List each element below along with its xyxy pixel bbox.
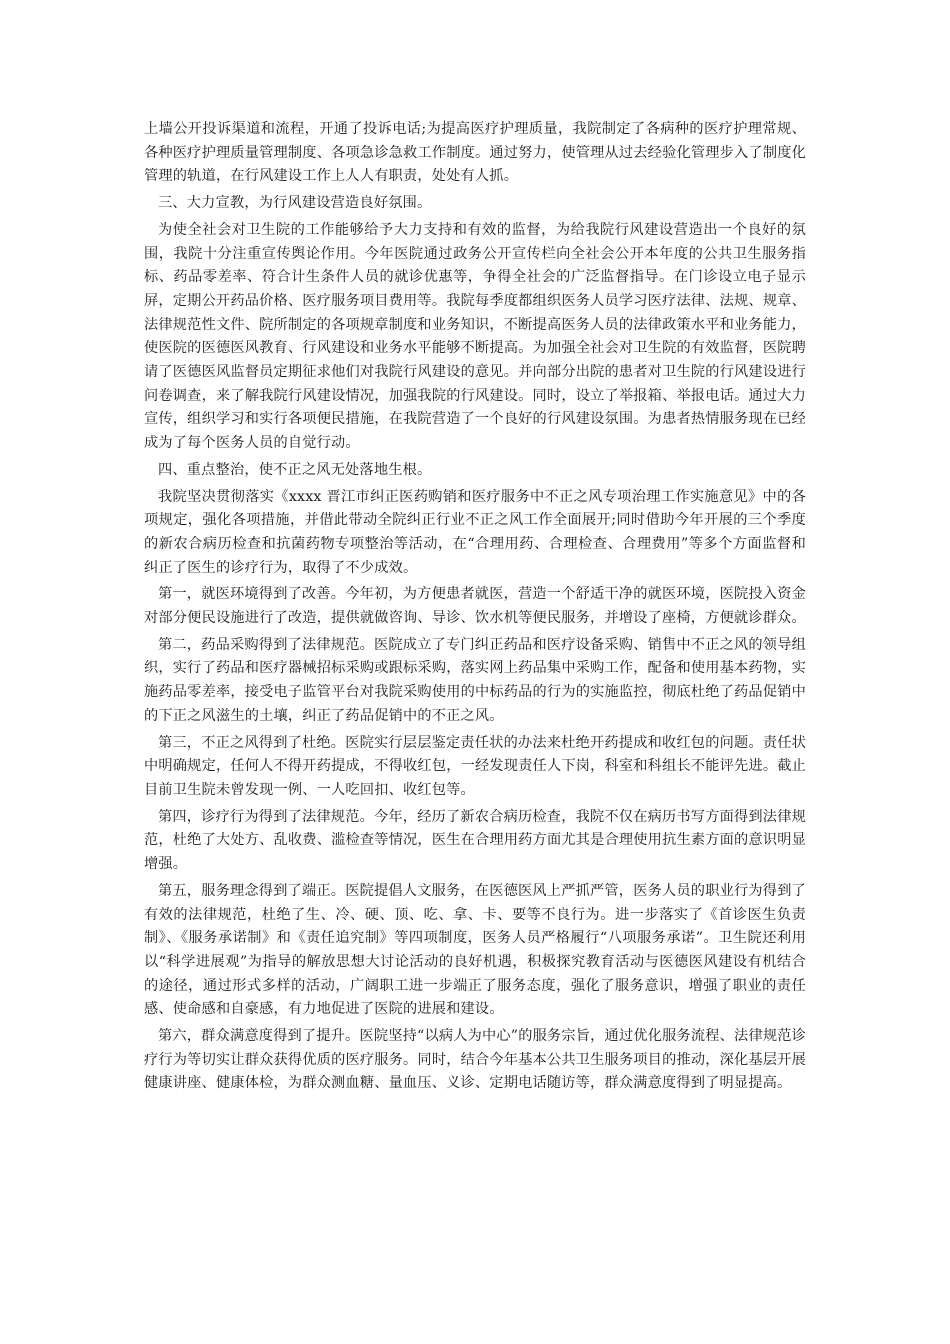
document-body (144, 118, 806, 1096)
section-heading-3: 三、大力宣教，为行风建设营造良好氛围。 (158, 195, 432, 212)
section-heading-4: 四、重点整治，使不正之风无处落地生根。 (158, 461, 432, 478)
paragraph-continuation: 上墙公开投诉渠道和流程，开通了投诉电话;为提高医疗护理质量，我院制定了各病种的医疗护理常规、各种医疗护理质量管理制度、各项急诊急救工作制度。通过努力，使管理从过去经验化管理步入了制度化管理的轨道，在行风建设工作上人人有职责，处处有人抓。 (144, 121, 806, 185)
paragraph-rectification: 我院坚决贯彻落实《xxxx 晋江市纠正医药购销和医疗服务中不正之风专项治理工作实施意见》中的各项规定，强化各项措施，并借此带动全院纠正行业不正之风工作全面展开;同时借助今年开展的三个季度的新农合病历检查和抗菌药物专项整治等活动，在“合理用药、合理检查、合理费用”等多个方面监督和纠正了医生的诊疗行为，取得了不少成效。 (144, 488, 806, 576)
paragraph-point-5: 第五，服务理念得到了端正。医院提倡人文服务，在医德医风上严抓严管，医务人员的职业行为得到了有效的法律规范，杜绝了生、冷、硬、顶、吃、拿、卡、要等不良行为。进一步落实了《首诊医生负责制》、《服务承诺制》和《责任追究制》等四项制度，医务人员严格履行“八项服务承诺”。卫生院还利用以“科学进展观”为指导的解放思想大讨论活动的良好机遇，积极探究教育活动与医德医风建设有机结合的途径，通过形式多样的活动，广阔职工进一步端正了服务态度，强化了服务意识，增强了职业的责任感、使命感和自豪感，有力地促进了医院的进展和建设。 (144, 882, 806, 1018)
paragraph-publicity: 为使全社会对卫生院的工作能够给予大力支持和有效的监督，为给我院行风建设营造出一个良好的氛围，我院十分注重宣传舆论作用。今年医院通过政务公开宣传栏向全社会公开本年度的公共卫生服务指标、药品零差率、符合计生条件人员的就诊优惠等，争得全社会的广泛监督指导。在门诊设立电子显示屏，定期公开药品价格、医疗服务项目费用等。我院每季度都组织医务人员学习医疗法律、法规、规章、法律规范性文件、院所制定的各项规章制度和业务知识，不断提高医务人员的法律政策水平和业务能力，使医院的医德医风教育、行风建设和业务水平能够不断提高。为加强全社会对卫生院的有效监督，医院聘请了医德医风监督员定期征求他们对我院行风建设的意见。并向部分出院的患者对卫生院的行风建设进行问卷调查，来了解我院行风建设情况，加强我院的行风建设。同时，设立了举报箱、举报电话。通过大力宣传，组织学习和实行各项便民措施，在我院营造了一个良好的行风建设氛围。为患者热情服务现在已经成为了每个医务人员的自觉行动。 (144, 221, 806, 452)
paragraph-point-4: 第四，诊疗行为得到了法律规范。今年，经历了新农合病历检查，我院不仅在病历书写方面得到法律规范，杜绝了大处方、乱收费、滥检查等情况，医生在合理用药方面尤其是合理使用抗生素方面的意识明显增强。 (144, 808, 806, 873)
paragraph-point-2: 第二，药品采购得到了法律规范。医院成立了专门纠正药品和医疗设备采购、销售中不正之风的领导组织，实行了药品和医疗器械招标采购或跟标采购，落实网上药品集中采购工作，配备和使用基本药物，实施药品零差率，接受电子监管平台对我院采购使用的中标药品的行为的实施监控，彻底杜绝了药品促销中的下正之风滋生的土壤，纠正了药品促销中的不正之风。 (144, 636, 806, 724)
paragraph-point-3: 第三，不正之风得到了杜绝。医院实行层层鉴定责任状的办法来杜绝开药提成和收红包的问题。责任状中明确规定，任何人不得开药提成，不得收红包，一经发现责任人下岗，科室和科组长不能评先进。截止目前卫生院未曾发现一例、一人吃回扣、收红包等。 (144, 734, 806, 798)
paragraph-point-6: 第六，群众满意度得到了提升。医院坚持“以病人为中心”的服务宗旨，通过优化服务流程、法律规范诊疗行为等切实让群众获得优质的医疗服务。同时，结合今年基本公共卫生服务项目的推动，深化基层开展健康讲座、健康体检，为群众测血糖、量血压、义诊、定期电话随访等，群众满意度得到了明显提高。 (144, 1028, 806, 1092)
paragraph-point-1: 第一，就医环境得到了改善。今年初，为方便患者就医，营造一个舒适干净的就医环境，医院投入资金对部分便民设施进行了改造，提供就做咨询、导诊、饮水机等便民服务，并增设了座椅，方便就诊群众。 (144, 586, 806, 627)
